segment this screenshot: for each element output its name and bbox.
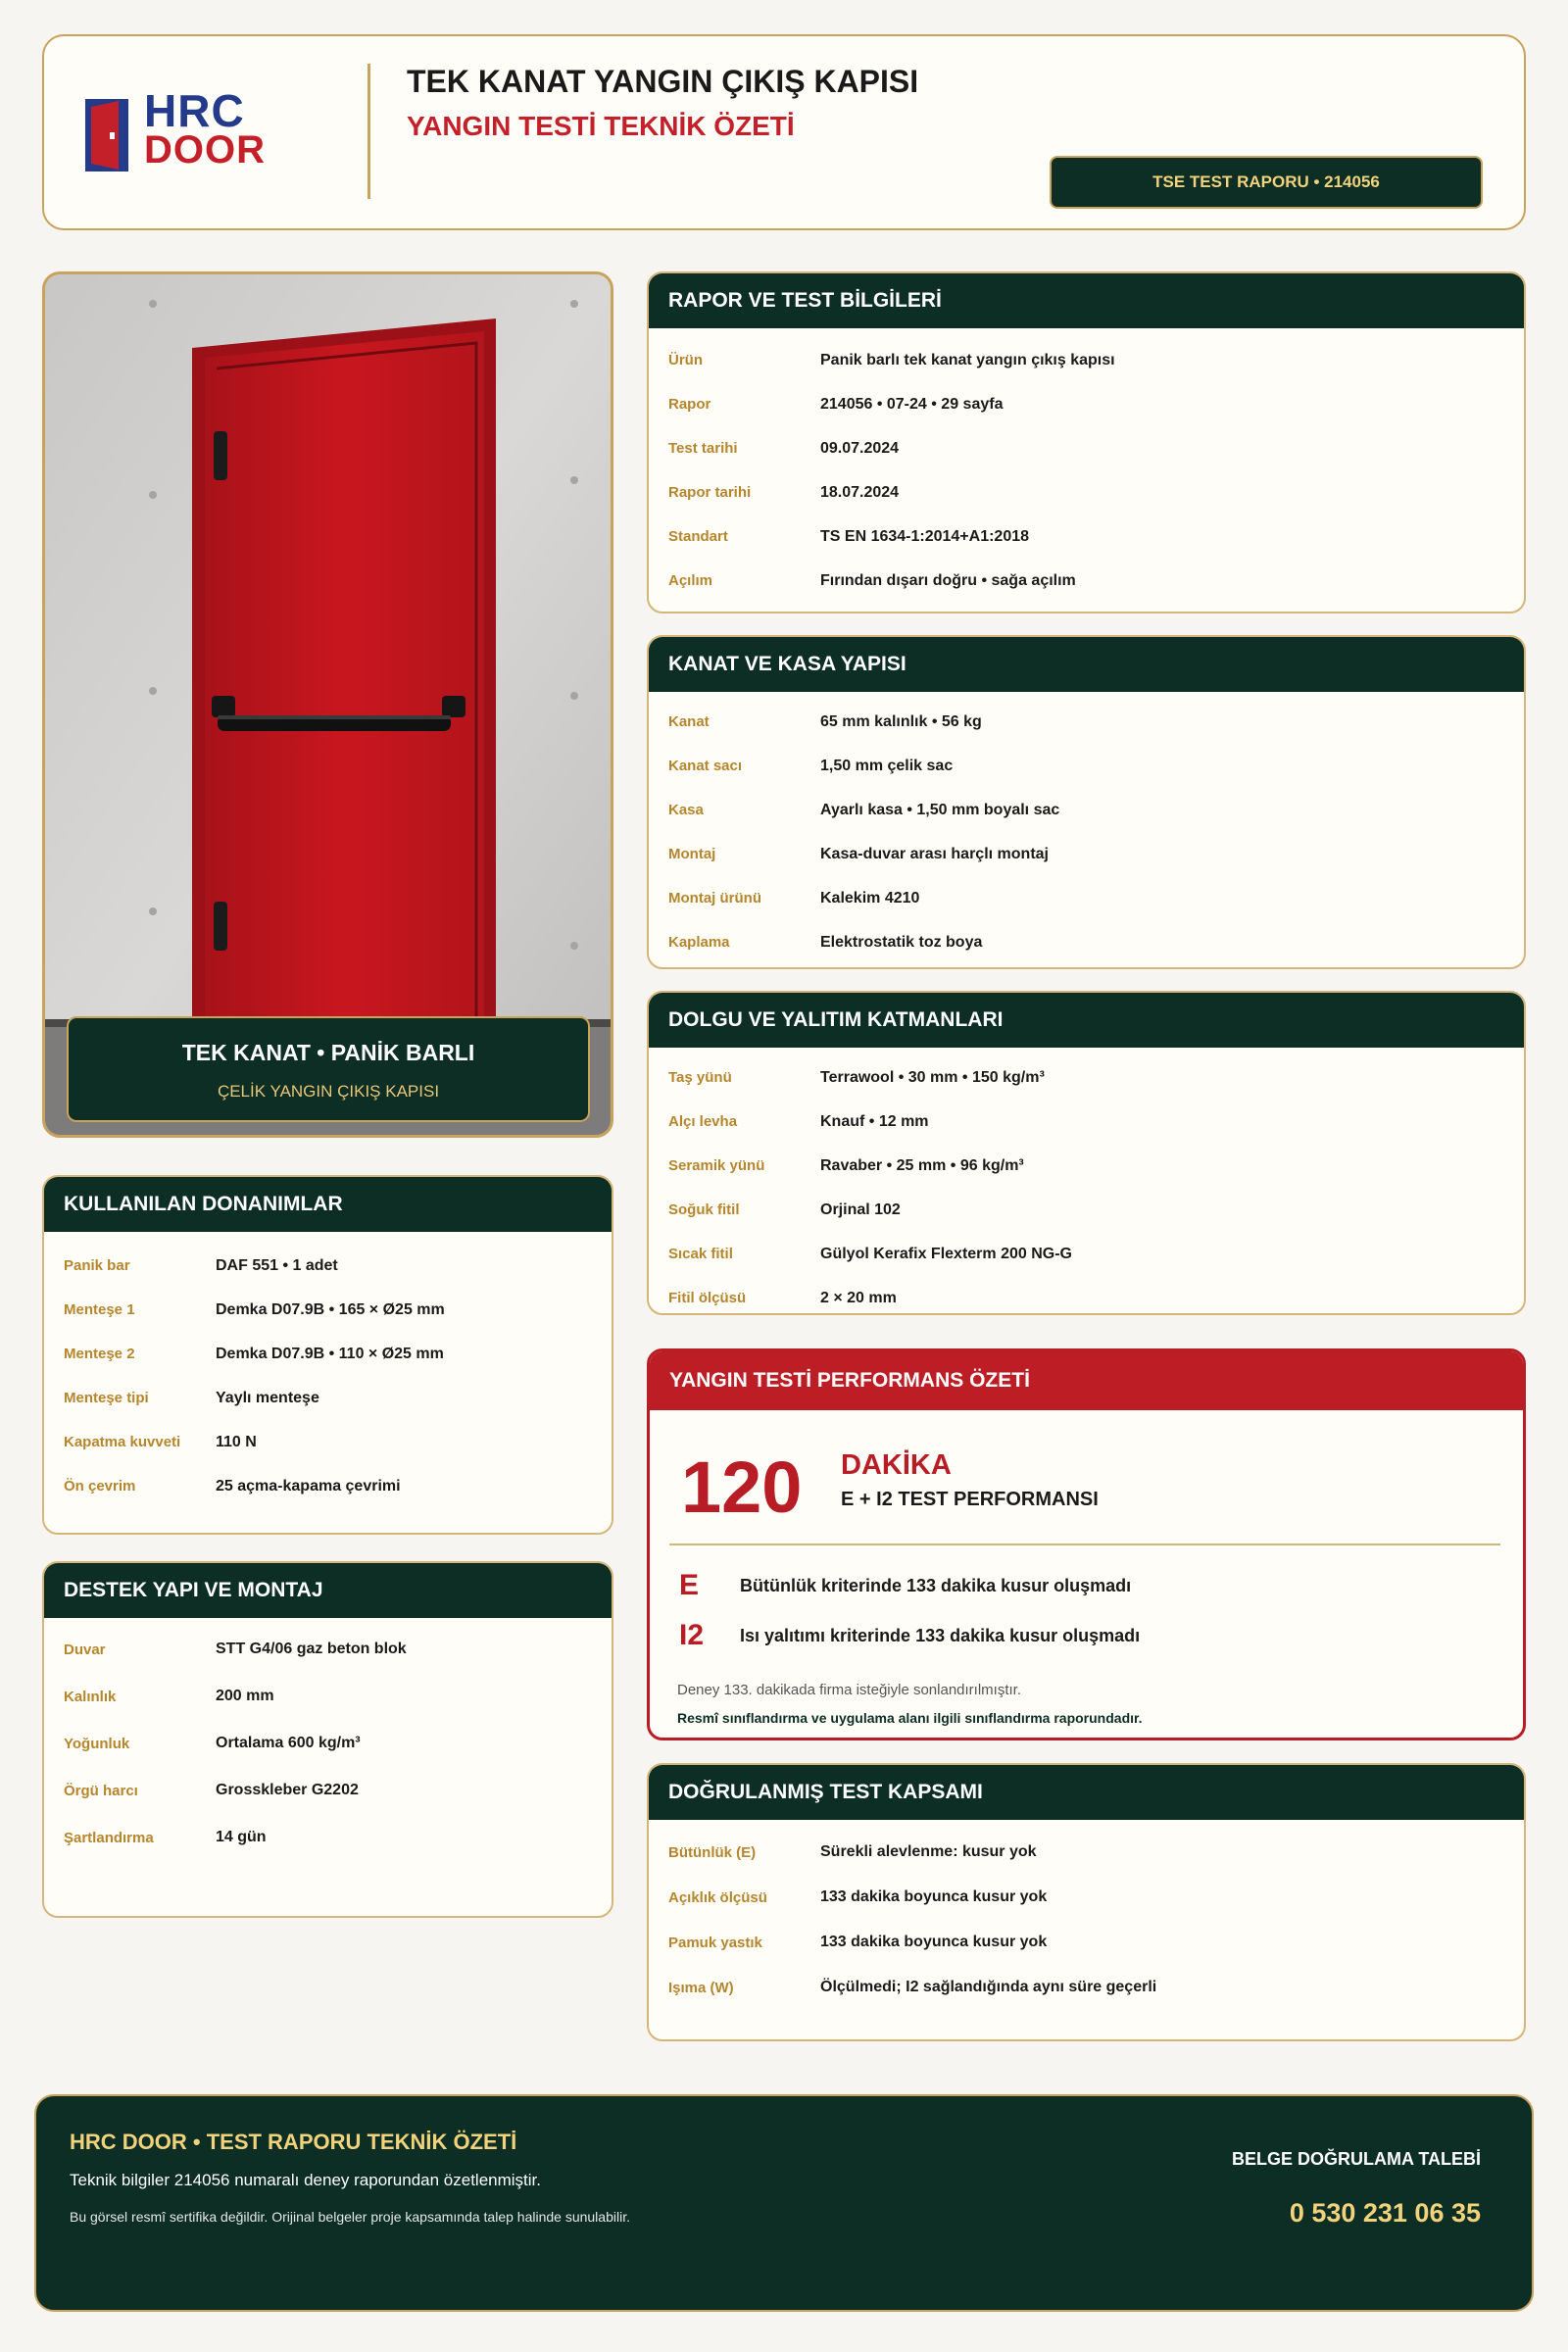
- spec-value: STT G4/06 gaz beton blok: [216, 1641, 407, 1657]
- spec-label: Menteşe 2: [64, 1346, 135, 1362]
- performance-note-bold: Resmî sınıflandırma ve uygulama alanı ilgili sınıflandırma raporundadır.: [677, 1710, 1143, 1726]
- spec-value: Terrawool • 30 mm • 150 kg/m³: [820, 1068, 1045, 1086]
- criterion-letter: I2: [679, 1619, 705, 1651]
- insulation-panel: [647, 991, 1526, 1315]
- spec-row: [668, 382, 1524, 426]
- spec-row: [64, 1626, 612, 1673]
- spec-row: [668, 1100, 1524, 1144]
- spec-row: [668, 744, 1524, 788]
- spec-row: [64, 1244, 612, 1288]
- spec-row: [668, 1920, 1524, 1965]
- spec-row: [668, 876, 1524, 920]
- report-badge: TSE TEST RAPORU • 214056: [1050, 156, 1483, 209]
- footer-text: Teknik bilgiler 214056 numaralı deney raporundan özetlenmiştir.: [70, 2171, 542, 2189]
- spec-value: Kasa-duvar arası harçlı montaj: [820, 845, 1049, 862]
- spec-row: [668, 832, 1524, 876]
- spec-label: Rapor: [668, 396, 711, 413]
- spec-value: 1,50 mm çelik sac: [820, 757, 954, 774]
- photo-caption: [67, 1016, 590, 1122]
- spec-value: DAF 551 • 1 adet: [216, 1256, 338, 1274]
- spec-row: [668, 1055, 1524, 1100]
- spec-row: [668, 920, 1524, 964]
- spec-label: Seramik yünü: [668, 1157, 765, 1174]
- spec-label: Menteşe tipi: [64, 1390, 149, 1406]
- spec-row: [668, 1965, 1524, 2010]
- photo-caption-subtitle: ÇELİK YANGIN ÇIKIŞ KAPISI: [217, 1082, 440, 1101]
- spec-value: 25 açma-kapama çevrimi: [216, 1477, 401, 1494]
- spec-label: Duvar: [64, 1641, 106, 1658]
- page-subtitle: YANGIN TESTİ TEKNİK ÖZETİ: [407, 111, 795, 141]
- spec-value: Sürekli alevlenme: kusur yok: [820, 1843, 1037, 1860]
- performance-minutes: 120: [681, 1446, 803, 1528]
- verified-panel: [647, 1763, 1526, 2041]
- spec-label: Kapatma kuvveti: [64, 1434, 181, 1450]
- spec-value: 133 dakika boyunca kusur yok: [820, 1888, 1048, 1905]
- spec-value: Grosskleber G2202: [216, 1782, 359, 1798]
- panel-title: KULLANILAN DONANIMLAR: [44, 1177, 612, 1232]
- panel-title: KANAT VE KASA YAPISI: [649, 637, 1524, 692]
- spec-label: Kanat sacı: [668, 758, 743, 774]
- spec-label: Kaplama: [668, 934, 730, 951]
- support-panel: [42, 1561, 613, 1918]
- phone-link[interactable]: 0 530 231 06 35: [1289, 2198, 1481, 2228]
- door-logo-icon: [83, 97, 134, 173]
- spec-row: [64, 1332, 612, 1376]
- spec-value: 65 mm kalınlık • 56 kg: [820, 712, 982, 730]
- criterion-letter: E: [679, 1569, 700, 1601]
- spec-value: Demka D07.9B • 110 × Ø25 mm: [216, 1345, 444, 1362]
- spec-row: [668, 1144, 1524, 1188]
- spec-value: Elektrostatik toz boya: [820, 933, 983, 951]
- spec-row: [668, 1830, 1524, 1875]
- spec-row: [668, 470, 1524, 514]
- verify-label: BELGE DOĞRULAMA TALEBİ: [1232, 2149, 1481, 2169]
- spec-label: Montaj: [668, 846, 716, 862]
- criterion-row: [679, 1569, 1131, 1602]
- criterion-text: Isı yalıtımı kriterinde 133 dakika kusur oluşmadı: [740, 1625, 1141, 1645]
- spec-value: Demka D07.9B • 165 × Ø25 mm: [216, 1300, 445, 1318]
- panel-title: YANGIN TESTİ PERFORMANS ÖZETİ: [650, 1351, 1523, 1410]
- spec-value: Ortalama 600 kg/m³: [216, 1735, 361, 1751]
- spec-row: [64, 1420, 612, 1464]
- spec-label: Sıcak fitil: [668, 1246, 733, 1262]
- spec-value: 14 gün: [216, 1829, 267, 1845]
- spec-label: Kalınlık: [64, 1688, 117, 1705]
- spec-label: Ürün: [668, 352, 703, 368]
- performance-divider: [669, 1544, 1500, 1545]
- spec-value: 18.07.2024: [820, 483, 900, 501]
- spec-row: [668, 338, 1524, 382]
- panel-title: DOĞRULANMIŞ TEST KAPSAMI: [649, 1765, 1524, 1820]
- brand-name-top: HRC: [144, 85, 245, 136]
- spec-value: Ravaber • 25 mm • 96 kg/m³: [820, 1156, 1024, 1174]
- spec-label: Ön çevrim: [64, 1478, 136, 1494]
- spec-label: Açılım: [668, 572, 713, 589]
- spec-label: Standart: [668, 528, 728, 545]
- structure-panel: [647, 635, 1526, 969]
- spec-row: [668, 1188, 1524, 1232]
- spec-label: Menteşe 1: [64, 1301, 135, 1318]
- spec-value: Gülyol Kerafix Flexterm 200 NG-G: [820, 1245, 1072, 1262]
- spec-label: Şartlandırma: [64, 1829, 154, 1846]
- spec-row: [668, 426, 1524, 470]
- performance-panel: [647, 1348, 1526, 1740]
- spec-value: 2 × 20 mm: [820, 1289, 897, 1306]
- spec-value: Yaylı menteşe: [216, 1389, 319, 1406]
- spec-row: [64, 1288, 612, 1332]
- spec-label: Montaj ürünü: [668, 890, 761, 906]
- spec-value: 09.07.2024: [820, 439, 900, 457]
- spec-value: Knauf • 12 mm: [820, 1112, 929, 1130]
- spec-label: Test tarihi: [668, 440, 738, 457]
- spec-value: 133 dakika boyunca kusur yok: [820, 1934, 1048, 1950]
- spec-label: Işıma (W): [668, 1979, 734, 1996]
- spec-label: Fitil ölçüsü: [668, 1290, 747, 1306]
- spec-label: Soğuk fitil: [668, 1201, 740, 1218]
- spec-row: [64, 1767, 612, 1814]
- spec-value: 214056 • 07-24 • 29 sayfa: [820, 395, 1004, 413]
- spec-label: Pamuk yastık: [668, 1934, 762, 1951]
- criterion-row: [679, 1619, 1140, 1652]
- spec-label: Kasa: [668, 802, 704, 818]
- header-card: [42, 34, 1526, 230]
- spec-value: TS EN 1634-1:2014+A1:2018: [820, 527, 1030, 545]
- spec-row: [64, 1814, 612, 1861]
- spec-label: Rapor tarihi: [668, 484, 752, 501]
- spec-value: Kalekim 4210: [820, 889, 920, 906]
- spec-value: 110 N: [216, 1433, 257, 1450]
- spec-label: Panik bar: [64, 1257, 130, 1274]
- spec-row: [668, 514, 1524, 559]
- footer-title: HRC DOOR • TEST RAPORU TEKNİK ÖZETİ: [70, 2130, 517, 2154]
- photo-caption-title: TEK KANAT • PANİK BARLI: [181, 1040, 475, 1065]
- report-panel: [647, 271, 1526, 613]
- spec-label: Bütünlük (E): [668, 1843, 757, 1861]
- spec-label: Kanat: [668, 713, 710, 730]
- spec-row: [668, 559, 1524, 603]
- spec-label: Örgü harcı: [64, 1782, 138, 1799]
- panel-title: DESTEK YAPI VE MONTAJ: [44, 1563, 612, 1618]
- performance-unit: DAKİKA: [841, 1449, 952, 1481]
- spec-label: Alçı levha: [668, 1113, 738, 1130]
- spec-row: [668, 1232, 1524, 1276]
- spec-value: Panik barlı tek kanat yangın çıkış kapısı: [820, 351, 1115, 368]
- spec-row: [668, 1276, 1524, 1315]
- door-photo: [45, 274, 613, 1138]
- brand-name-bottom: DOOR: [144, 128, 266, 172]
- spec-label: Açıklık ölçüsü: [668, 1888, 767, 1906]
- spec-row: [64, 1720, 612, 1767]
- performance-note: Deney 133. dakikada firma isteğiyle sonlandırılmıştır.: [677, 1682, 1021, 1698]
- spec-value: 200 mm: [216, 1688, 274, 1704]
- spec-label: Taş yünü: [668, 1069, 732, 1086]
- performance-label: E + I2 TEST PERFORMANSI: [841, 1489, 1099, 1510]
- spec-row: [668, 1875, 1524, 1920]
- spec-row: [668, 788, 1524, 832]
- spec-row: [64, 1673, 612, 1720]
- footer-disclaimer: Bu görsel resmî sertifika değildir. Orijinal belgeler proje kapsamında talep halinde sunulabilir.: [70, 2209, 630, 2225]
- spec-row: [64, 1376, 612, 1420]
- spec-value: Ölçülmedi; I2 sağlandığında aynı süre geçerli: [820, 1979, 1157, 1995]
- criterion-text: Bütünlük kriterinde 133 dakika kusur oluşmadı: [740, 1575, 1132, 1595]
- brand-logo: [83, 85, 299, 179]
- spec-label: Yoğunluk: [64, 1735, 130, 1752]
- footer: [34, 2094, 1534, 2312]
- spec-row: [64, 1464, 612, 1508]
- panel-title: DOLGU VE YALITIM KATMANLARI: [649, 993, 1524, 1048]
- spec-row: [668, 700, 1524, 744]
- panel-title: RAPOR VE TEST BİLGİLERİ: [649, 273, 1524, 328]
- door-photo-card: [42, 271, 613, 1138]
- header-divider: [368, 64, 370, 199]
- page-title: TEK KANAT YANGIN ÇIKIŞ KAPISI: [407, 64, 919, 99]
- spec-value: Orjinal 102: [820, 1200, 901, 1218]
- spec-value: Fırından dışarı doğru • sağa açılım: [820, 571, 1076, 589]
- hardware-panel: [42, 1175, 613, 1535]
- spec-value: Ayarlı kasa • 1,50 mm boyalı sac: [820, 801, 1060, 818]
